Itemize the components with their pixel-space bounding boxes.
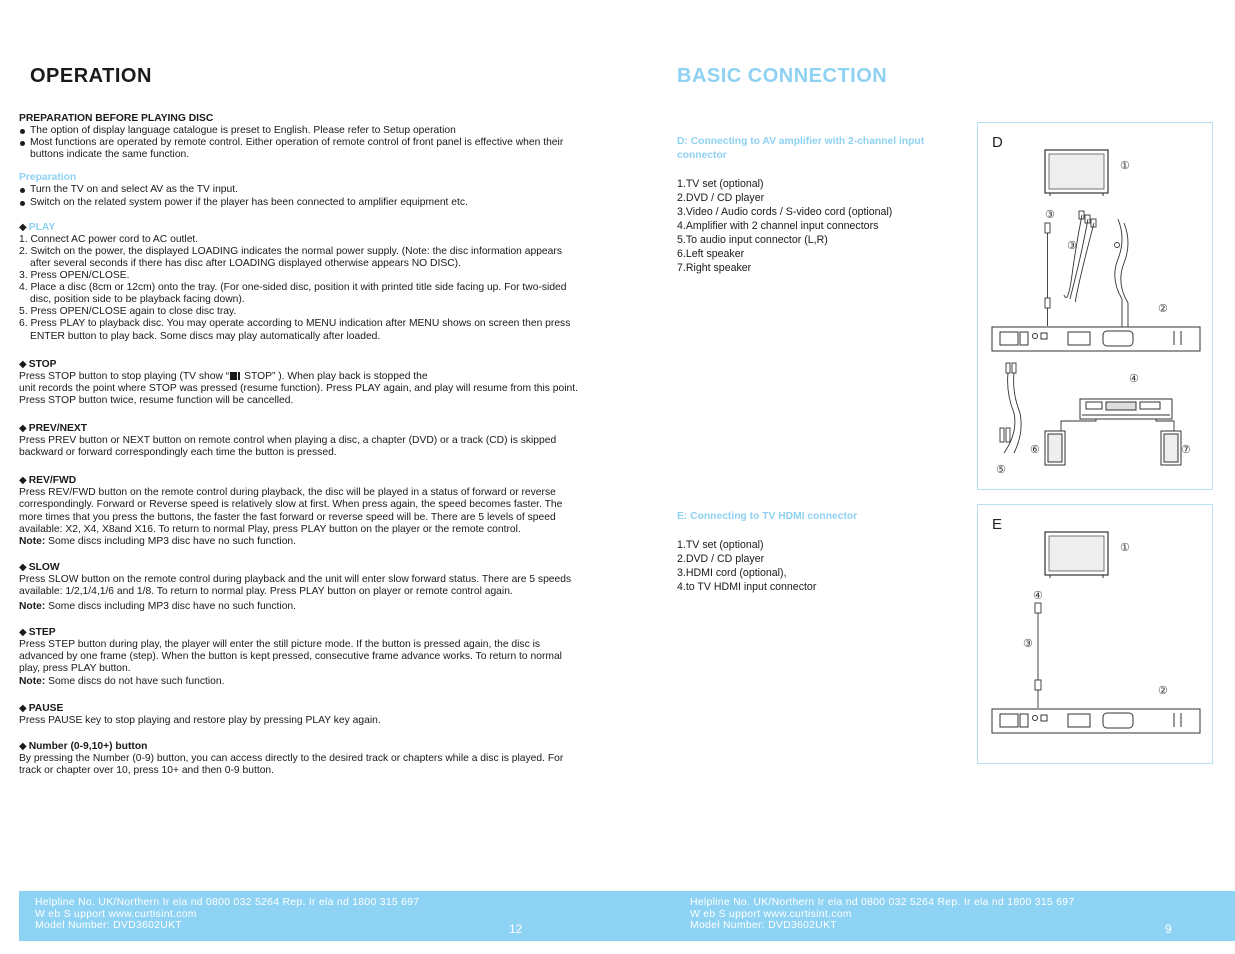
diamond-icon: ◆: [19, 422, 27, 434]
label-1: ①: [1120, 542, 1130, 554]
label-2: ②: [1158, 685, 1168, 697]
section-d-heading: D: Connecting to AV amplifier with 2-channel input connector: [677, 136, 925, 161]
step-text: Press STEP button during play, the player will enter the still picture mode. If the button is pressed again, the disc is advanced by one frame (step). When the button is kept pressed, consecutive frame advance works. To return to normal play, press PLAY button.: [19, 639, 562, 675]
section-e-heading: E: Connecting to TV HDMI connector: [677, 511, 858, 522]
web-support-text: W eb S upport www.curtisint.com: [690, 908, 852, 920]
label-1: ①: [1120, 160, 1130, 172]
label-4: ④: [1033, 590, 1043, 602]
page-number-right: 9: [1165, 922, 1172, 936]
diamond-icon: ◆: [19, 561, 27, 573]
page-title-operation: OPERATION: [30, 65, 152, 87]
diamond-icon: ◆: [19, 475, 27, 487]
amplifier-icon: [1080, 399, 1172, 419]
diagram-e: [977, 504, 1213, 764]
preparation-bullet: Turn the TV on and select AV as the TV input.: [19, 184, 579, 196]
pause-text: Press PAUSE key to stop playing and restore play by pressing PLAY key again.: [19, 714, 381, 726]
play-step: 4. Place a disc (8cm or 12cm) onto the tray. (For one-sided disc, position it with printed title side facing up. For two-sided disc, position side to be playback facing down).: [19, 282, 567, 306]
slow-heading: ◆ SLOW: [19, 561, 60, 573]
diagram-letter: D: [992, 134, 1003, 151]
list-item: 3.HDMI cord (optional),: [677, 567, 787, 579]
diagram-letter: E: [992, 516, 1003, 533]
list-item: 4.Amplifier with 2 channel input connectors: [677, 220, 879, 232]
label-6: ⑥: [1030, 444, 1040, 456]
web-support-text: W eb S upport www.curtisint.com: [35, 908, 197, 920]
stop-heading: ◆ STOP: [19, 358, 57, 370]
number-text: By pressing the Number (0-9) button, you can access directly to the desired track or chapters while a disc is played. For track or chapter over 10, press 10+ and then 0-9 button.: [19, 752, 564, 777]
stop-text-rest: unit records the point where STOP was pressed (resume function). Press PLAY again, and play will resume from this point. Press STOP button twice, resume function will be cancelled.: [19, 382, 578, 406]
revfwd-note: Note: Some discs including MP3 disc have no such function.: [19, 535, 297, 547]
helpline-text: Helpline No. UK/Northern Ir ela nd 0800 032 5264 Rep. Ir ela nd 1800 315 697: [35, 897, 420, 908]
section-e-text: [677, 510, 967, 594]
diamond-icon: ◆: [19, 221, 27, 233]
tv-icon: [1045, 150, 1108, 196]
list-item: 2.DVD / CD player: [677, 192, 765, 204]
list-item: 4.to TV HDMI input connector: [677, 581, 817, 593]
label-3a: ③: [1045, 209, 1055, 221]
revfwd-heading: ◆ REV/FWD: [19, 475, 77, 487]
section-d-text: [677, 135, 967, 275]
number-heading: ◆ Number (0-9,10+) button: [19, 740, 148, 752]
left-speaker-icon: [1045, 431, 1065, 465]
play-step: 5. Press OPEN/CLOSE again to close disc tray.: [19, 306, 237, 318]
diagram-d: [977, 122, 1213, 490]
tv-icon: [1045, 532, 1108, 578]
model-number-text: Model Number: DVD3602UKT: [35, 920, 182, 932]
hdmi-cord-icon: [1035, 603, 1041, 708]
helpline-text: Helpline No. UK/Northern Ir ela nd 0800 032 5264 Rep. Ir ela nd 1800 315 697: [690, 897, 1075, 908]
page-title-basic-connection: BASIC CONNECTION: [677, 65, 888, 87]
label-7: ⑦: [1181, 444, 1191, 456]
dvd-player-icon: [992, 709, 1200, 733]
step-note: Note: Some discs do not have such function.: [19, 675, 225, 687]
prep-bullet: Most functions are operated by remote control. Either operation of remote control of front panel is effective when their buttons indicate the same function.: [19, 137, 579, 161]
list-item: 2.DVD / CD player: [677, 553, 765, 565]
stop-text: Press STOP button to stop playing (TV show “ STOP” ). When play back is stopped the: [19, 370, 428, 382]
diamond-icon: ◆: [19, 740, 27, 752]
connection-diagram-d: [978, 123, 1212, 489]
footer-bar: [19, 891, 1235, 941]
av-cord-icon: [1045, 211, 1128, 327]
slow-text: Press SLOW button on the remote control during playback and the unit will enter slow forward status. There are 5 speeds available: 1/2,1/4,1/6 and 1/8. To return to normal play. Press PLAY button on player or remote control again.: [19, 573, 572, 597]
diamond-icon: ◆: [19, 358, 27, 370]
prevnext-text: Press PREV button or NEXT button on remote control when playing a disc, a chapter (DVD) or a track (CD) is skipped backward or forward correspondingly each time the button is pressed.: [19, 435, 557, 459]
play-heading: ◆ PLAY: [19, 221, 56, 233]
pause-heading: ◆ PAUSE: [19, 702, 64, 714]
preparation-label: Preparation: [19, 172, 77, 184]
speaker-wire-icon: [1061, 419, 1174, 431]
play-step: 2. Switch on the power, the displayed LOADING indicates the normal power supply. (Note: the disc information appears after several seconds if there has disc after LOADING displayed otherwise appears NO DISC).: [19, 245, 562, 269]
prep-bullet: The option of display language catalogue is preset to English. Please refer to Setup operation: [19, 125, 579, 137]
label-5: ⑤: [996, 464, 1006, 476]
preparation-bullet: Switch on the related system power if the player has been connected to amplifier equipment etc.: [19, 197, 579, 209]
diamond-icon: ◆: [19, 702, 27, 714]
label-4: ④: [1129, 373, 1139, 385]
prevnext-heading: ◆ PREV/NEXT: [19, 422, 88, 434]
label-3: ③: [1023, 638, 1033, 650]
pause-bar-icon: [238, 372, 240, 380]
stop-icon: [230, 372, 237, 380]
connection-diagram-e: [978, 505, 1212, 763]
page-number-left: 12: [509, 922, 523, 936]
play-step: 3. Press OPEN/CLOSE.: [19, 270, 130, 282]
prep-heading: PREPARATION BEFORE PLAYING DISC: [19, 113, 214, 124]
operation-body: [19, 113, 579, 777]
play-step: 1. Connect AC power cord to AC outlet.: [19, 233, 199, 245]
list-item: 5.To audio input connector (L,R): [677, 234, 828, 246]
list-item: 1.TV set (optional): [677, 539, 764, 551]
diamond-icon: ◆: [19, 627, 27, 639]
list-item: 3.Video / Audio cords / S-video cord (optional): [677, 206, 893, 218]
slow-note: Note: Some discs including MP3 disc have no such function.: [19, 601, 297, 613]
label-2: ②: [1158, 303, 1168, 315]
step-heading: ◆ STEP: [19, 627, 56, 639]
footer-left: [35, 897, 419, 932]
label-3b: ③: [1067, 240, 1077, 252]
list-item: 7.Right speaker: [677, 262, 752, 274]
play-step: 6. Press PLAY to playback disc. You may operate according to MENU indication after MENU shows on screen then press ENTER button to play back. Some discs may play automatically after loaded.: [19, 318, 571, 342]
right-speaker-icon: [1161, 431, 1181, 465]
list-item: 1.TV set (optional): [677, 178, 764, 190]
revfwd-text: Press REV/FWD button on the remote control during playback, the disc will be played in a status of forward or reverse correspondingly. Forward or Reverse speed is relatively slow at first. When press again, the speed becomes faster. The more times that you press the buttons, the faster the fast forward or reverse speed will be. There are 5 levels of speed available: X2, X4, X8and X16. To return to normal Play, press PLAY button on the player or the remote control.: [19, 487, 563, 535]
dvd-player-icon: [992, 327, 1200, 351]
footer-right: [690, 897, 1074, 932]
list-item: 6.Left speaker: [677, 248, 745, 260]
audio-cord-icon: [1000, 363, 1021, 453]
model-number-text: Model Number: DVD3602UKT: [690, 920, 837, 932]
